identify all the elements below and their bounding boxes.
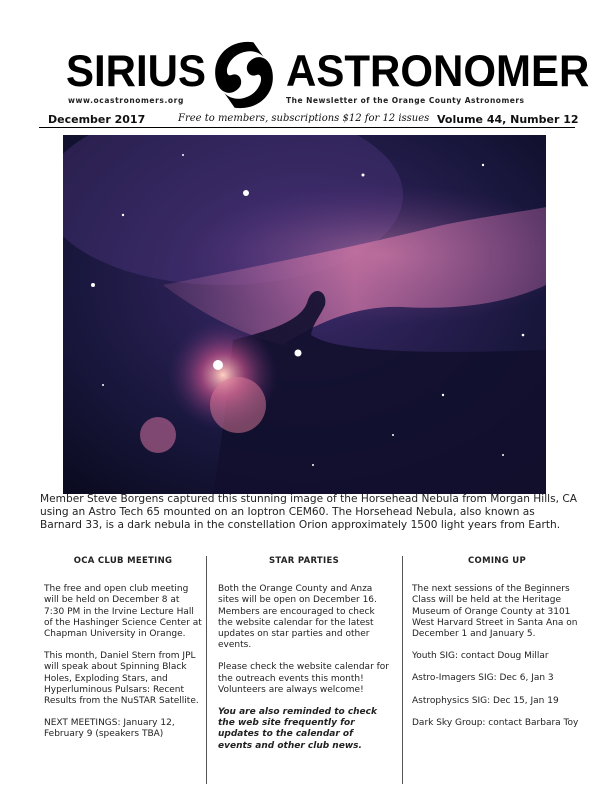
newsletter-subtitle: The Newsletter of the Orange County Astronomers (286, 96, 525, 105)
reminder-paragraph: You are also reminded to check the web site frequently for updates to the calendar of events and other club news. (218, 707, 377, 751)
coming-up-heading: COMING UP (468, 556, 526, 566)
masthead (0, 0, 612, 110)
dark-sky-group: Dark Sky Group: contact Barbara Toy (412, 717, 579, 728)
masthead-title-right: ASTRONOMER (286, 46, 590, 96)
youth-sig: Youth SIG: contact Doug Millar (412, 651, 549, 662)
club-meeting-paragraph: The free and open club meeting will be held on December 8 at 7:30 PM in the Irvine Lecture Hall of the Hashinger Science Center at Chapman University in Orange. (44, 584, 202, 640)
beginners-class: The next sessions of the Beginners Class will be held at the Heritage Museum of Orange County at 3101 West Harvard Street in Santa Ana on December 1 and January 5. (412, 584, 578, 640)
issue-date: December 2017 (48, 113, 146, 126)
column-coming-up (412, 556, 582, 786)
star-parties-paragraph: Both the Orange County and Anza sites will be open on December 16. Members are encouraged to check the website calendar for the latest updates on star parties and other events. (218, 584, 377, 651)
column-club-meeting (44, 556, 202, 786)
column-divider (402, 556, 403, 784)
outreach-paragraph: Please check the website calendar for the outreach events this month! Volunteers are always welcome! (218, 662, 390, 695)
volume-number: Volume 44, Number 12 (437, 113, 579, 126)
masthead-title-left: SIRIUS (66, 46, 207, 96)
column-star-parties (218, 556, 390, 786)
website-url[interactable]: www.ocastronomers.org (68, 96, 184, 105)
photo-caption: Member Steve Borgens captured this stunning image of the Horsehead Nebula from Morgan Hills, CA using an Astro Tech 65 mounted on an Ioptron CEM60. The Horsehead Nebula, also known as Barnard 33, is a dark nebula in the constellation Orion approximately 1500 light years from Earth. (40, 493, 577, 531)
next-meetings: NEXT MEETINGS: January 12, February 9 (speakers TBA) (44, 718, 175, 740)
swirl-logo-icon (205, 36, 283, 114)
star-parties-heading: STAR PARTIES (268, 556, 340, 566)
header-rule (39, 127, 575, 128)
astrophysics-sig: Astrophysics SIG: Dec 15, Jan 19 (412, 695, 559, 706)
club-meeting-speaker: This month, Daniel Stern from JPL will speak about Spinning Black Holes, Exploding Stars, and Hyperluminous Pulsars: Recent Results from the NuSTAR Satellite. (44, 651, 199, 707)
club-meeting-heading: OCA CLUB MEETING (73, 556, 173, 566)
horsehead-nebula-image (63, 135, 546, 494)
astro-imagers-sig: Astro-Imagers SIG: Dec 6, Jan 3 (412, 673, 554, 684)
column-divider (206, 556, 207, 784)
subscription-info: Free to members, subscriptions $12 for 12 issues (178, 113, 430, 124)
